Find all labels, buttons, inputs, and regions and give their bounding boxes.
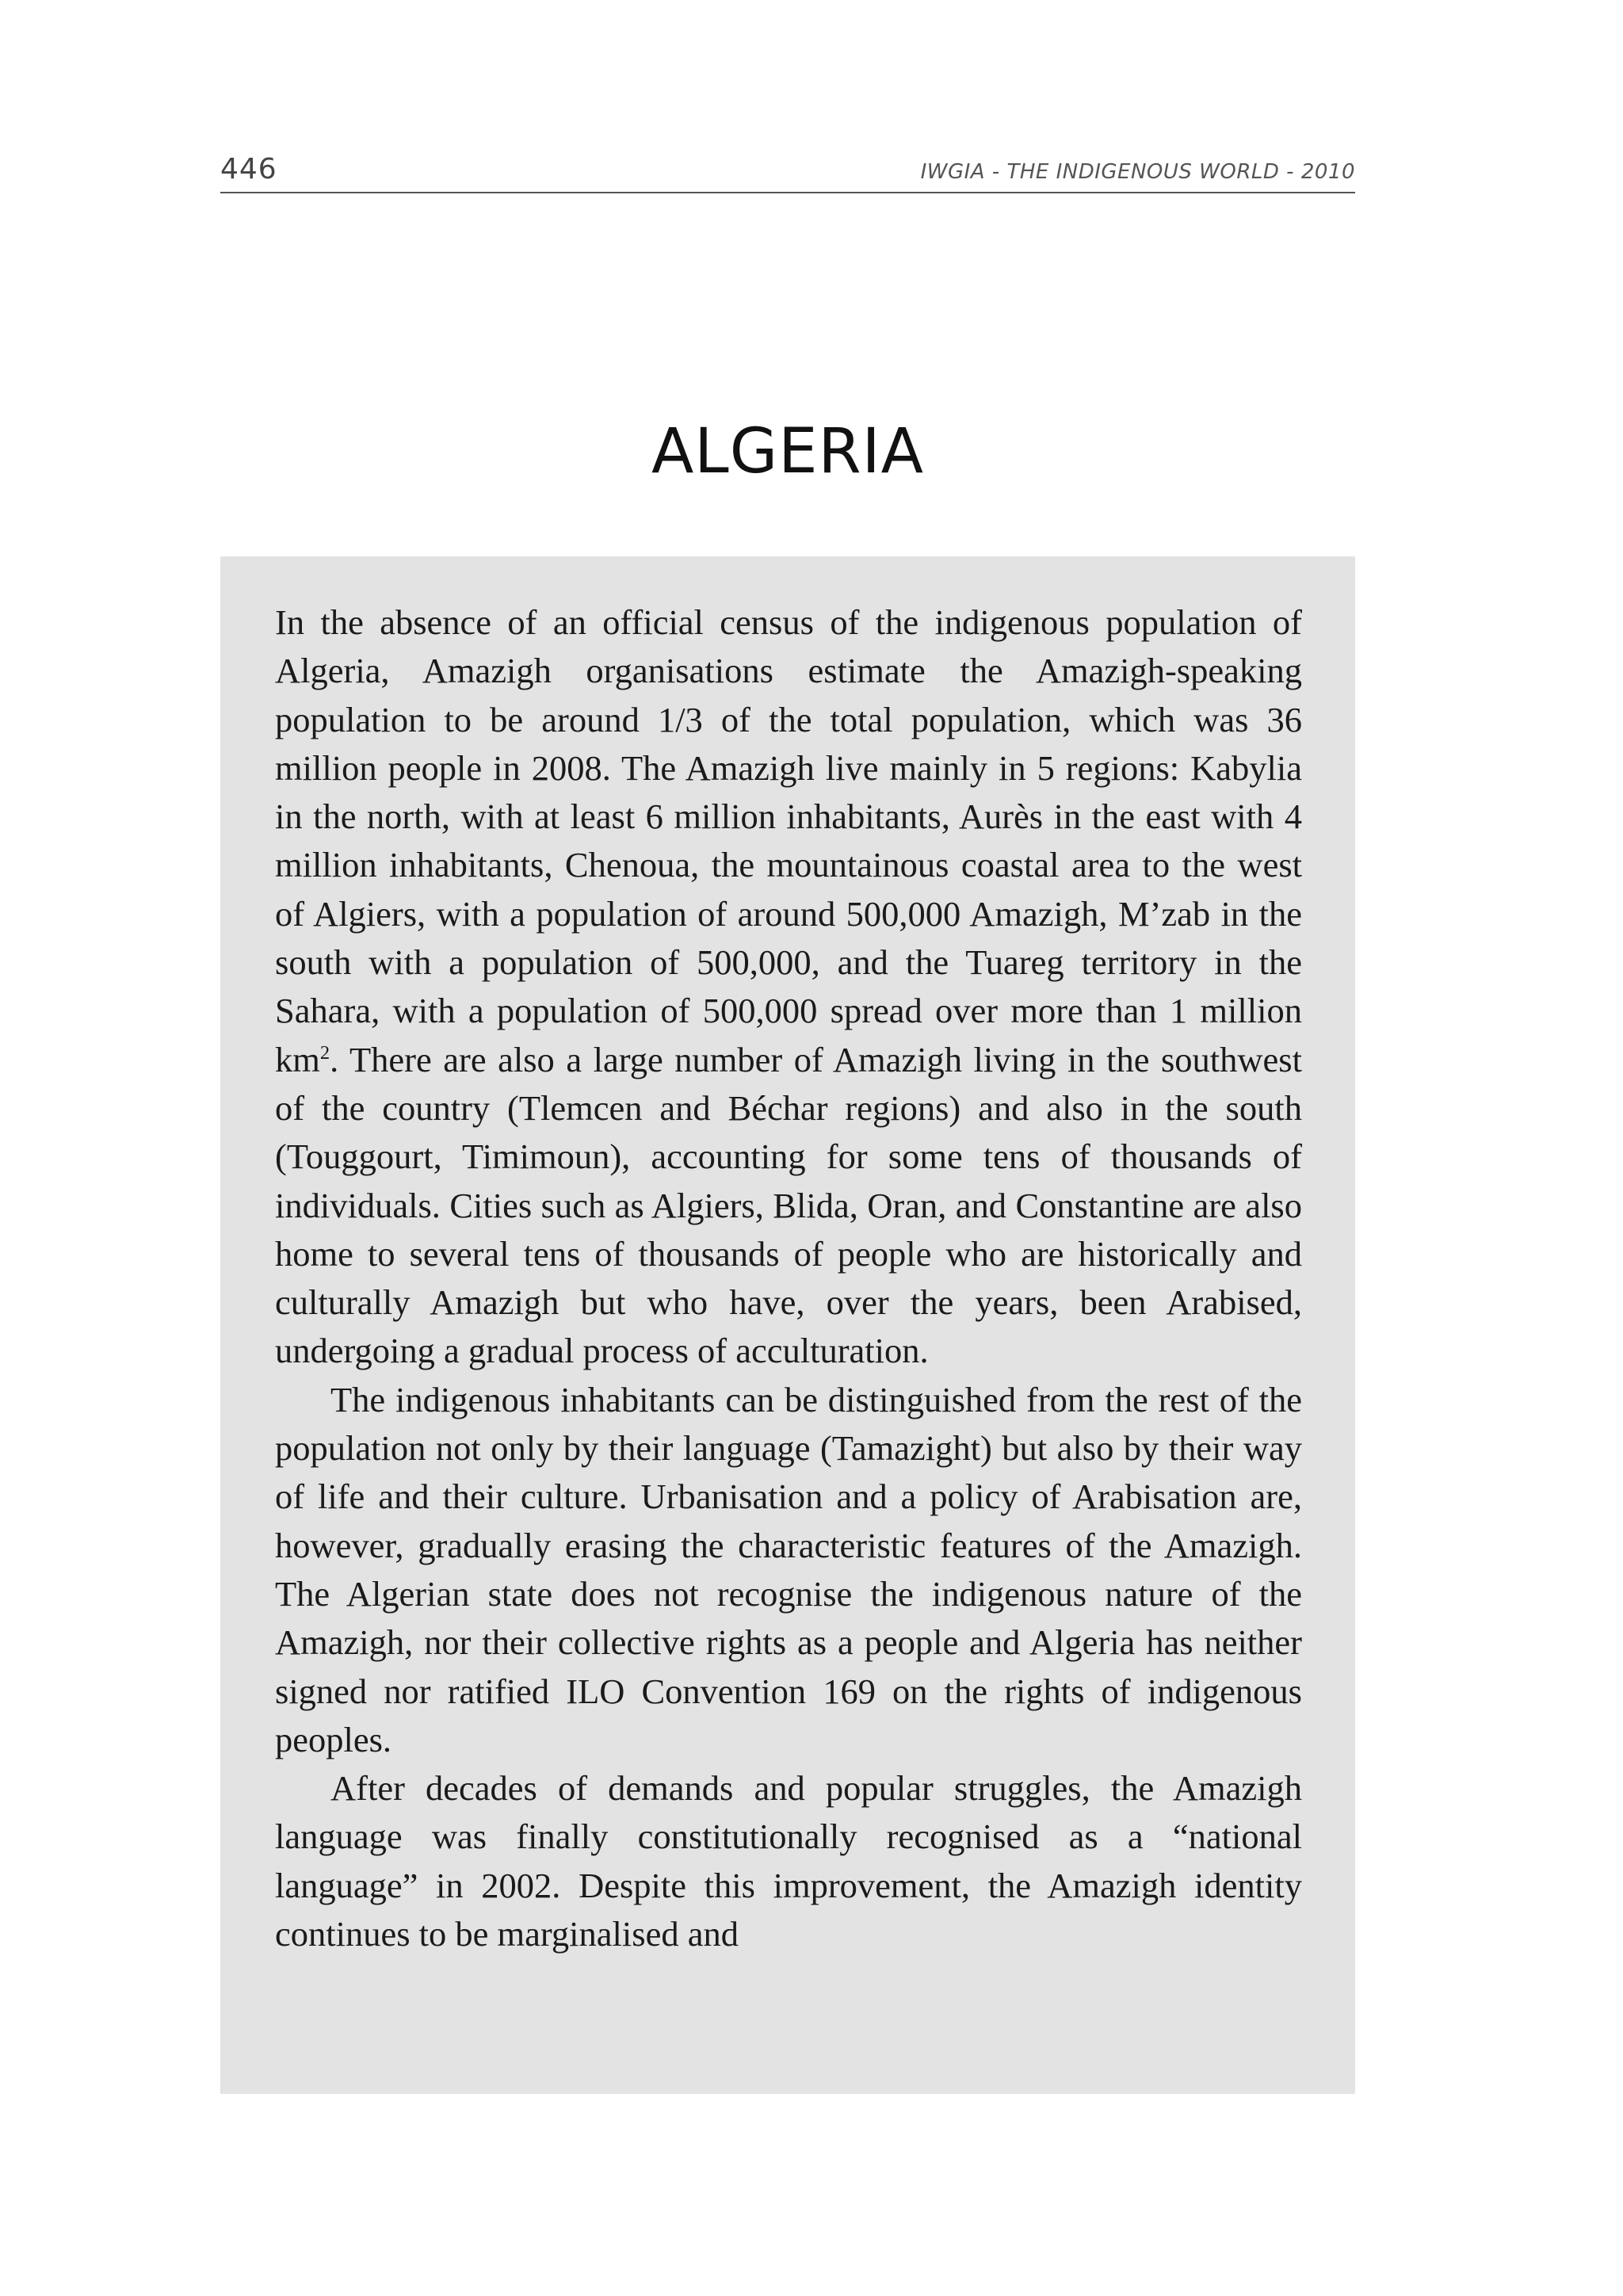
intro-paragraph-text: In the absence of an official census of the indigenous population of Algeria, Amazigh organisations estimate the Amazigh-speaking population to be around 1/3 of the total population, which was 36 million people in 2008. The Amazigh live mainly in 5 regions: Kabylia in the north, with at least 6 million inhabitants, Aurès in the east with 4 million inhabitants, Chenoua, the mountainous coastal area to the west of Algiers, with a population of around 500,000 Amazigh, M’zab in the south with a population of 500,000, and the Tuareg territory in the Sahara, with a population of 500,000 spread over more than 1 million km — [275, 602, 1302, 1079]
intro-paragraph: After decades of demands and popular struggles, the Amazigh language was finally constitutionally recognised as a “national language” in 2002. Despite this improvement, the Amazigh identity continues to be marginalised and — [275, 1768, 1302, 1954]
running-header — [220, 152, 1355, 193]
intro-paragraph — [275, 598, 1302, 1376]
intro-paragraph-continuation: . There are also a large number of Amazigh living in the southwest of the country (Tlemcen and Béchar regions) and also in the south (Touggourt, Timimoun), accounting for some tens of thousands of individuals. Cities such as Algiers, Blida, Oran, and Constantine are also home to several tens of thousands of people who are historically and culturally Amazigh but who have, over the years, been Arabised, undergoing a gradual process of acculturation. — [275, 1039, 1302, 1371]
superscript: 2 — [319, 1041, 330, 1064]
chapter-title: ALGERIA — [651, 416, 925, 487]
running-title: IWGIA - THE INDIGENOUS WORLD - 2010 — [920, 160, 1355, 184]
page-number: 446 — [220, 153, 277, 185]
intro-paragraph: The indigenous inhabitants can be distinguished from the rest of the population not only by their language (Tamazight) but also by their way of life and their culture. Urbanisation and a policy of Arabisation are, however, gradually erasing the characteristic features of the Amazigh. The Algerian state does not recognise the indigenous nature of the Amazigh, nor their collective rights as a people and Algeria has neither signed nor ratified ILO Convention 169 on the rights of indigenous peoples. — [275, 1379, 1302, 1759]
intro-box — [220, 556, 1355, 2094]
